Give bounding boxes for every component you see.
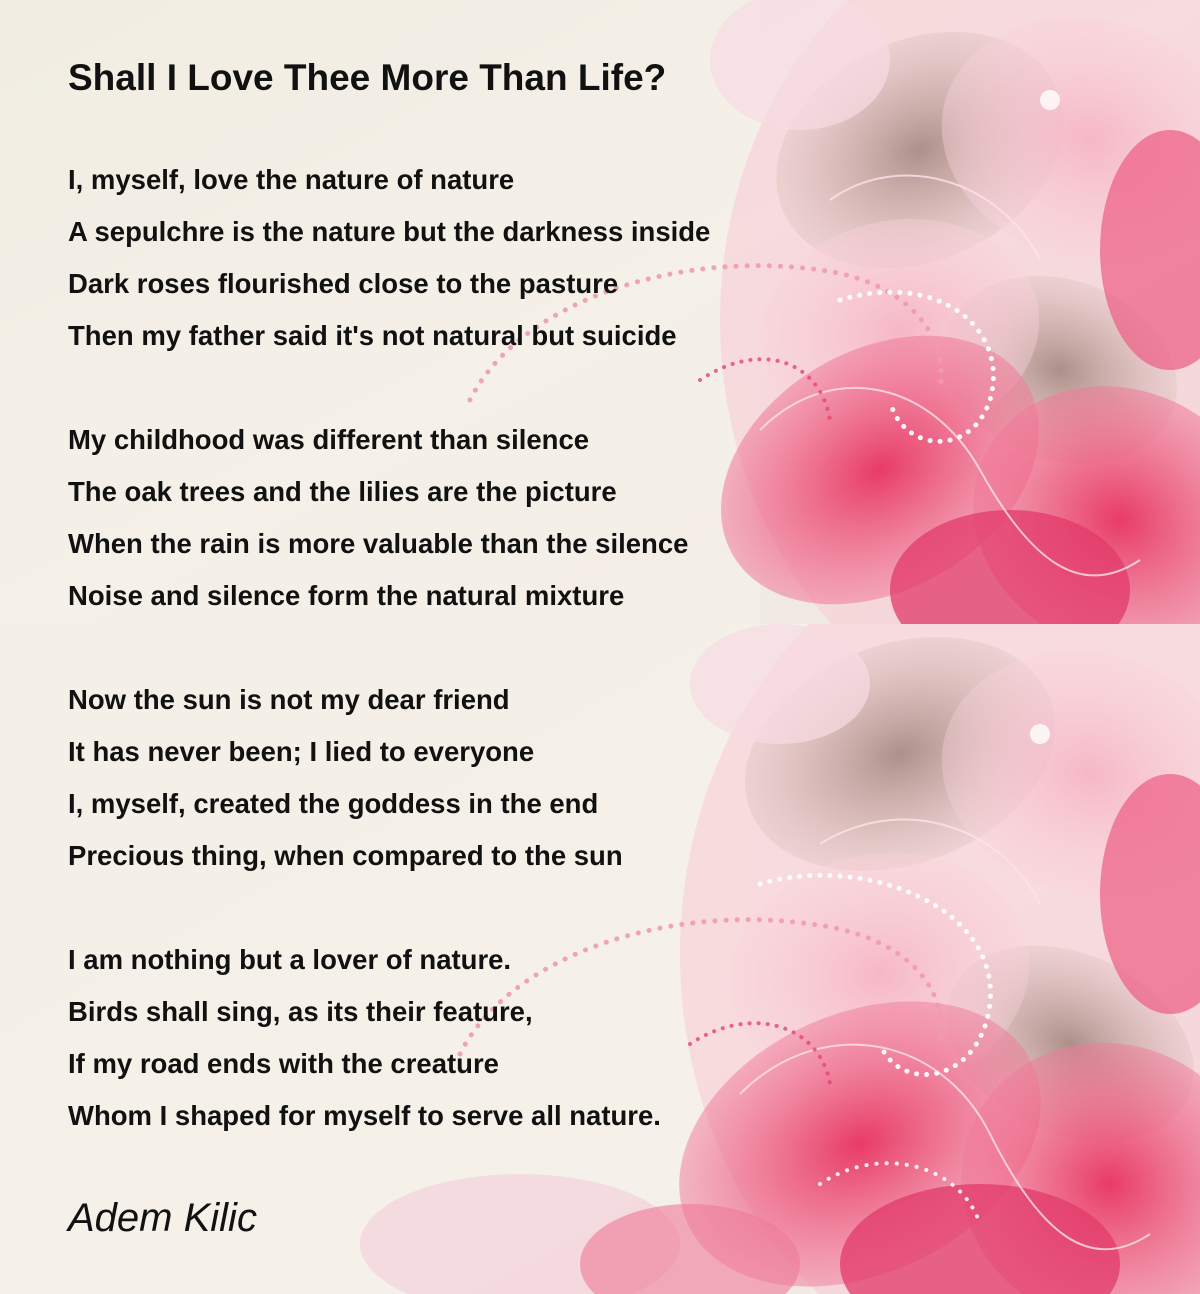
poem-line: Dark roses flourished close to the pasture [68,268,619,299]
poem-line: Then my father said it's not natural but suicide [68,320,677,351]
poem-stanza [68,674,710,882]
poem-line: If my road ends with the creature [68,1048,499,1079]
poem-line: Whom I shaped for myself to serve all nature. [68,1100,661,1131]
poem-line: A sepulchre is the nature but the darkness inside [68,216,711,247]
poem-line: I am nothing but a lover of nature. [68,944,512,975]
poem-author: Adem Kilic [68,1196,257,1240]
poem-body [68,154,710,1194]
poem-line: I, myself, created the goddess in the end [68,788,599,819]
poem-line: Birds shall sing, as its their feature, [68,996,533,1027]
poem-stanza [68,934,710,1142]
poem-line: Noise and silence form the natural mixture [68,580,625,611]
poem-line: It has never been; I lied to everyone [68,736,535,767]
poem-line: I, myself, love the nature of nature [68,164,515,195]
poem-line: When the rain is more valuable than the silence [68,528,689,559]
poem-line: Precious thing, when compared to the sun [68,840,623,871]
poem-stanza [68,154,710,362]
poem-line: The oak trees and the lilies are the picture [68,476,617,507]
poem-stanza [68,414,710,622]
poem-line: My childhood was different than silence [68,424,590,455]
poem-title: Shall I Love Thee More Than Life? [68,57,667,98]
poem-line: Now the sun is not my dear friend [68,684,510,715]
